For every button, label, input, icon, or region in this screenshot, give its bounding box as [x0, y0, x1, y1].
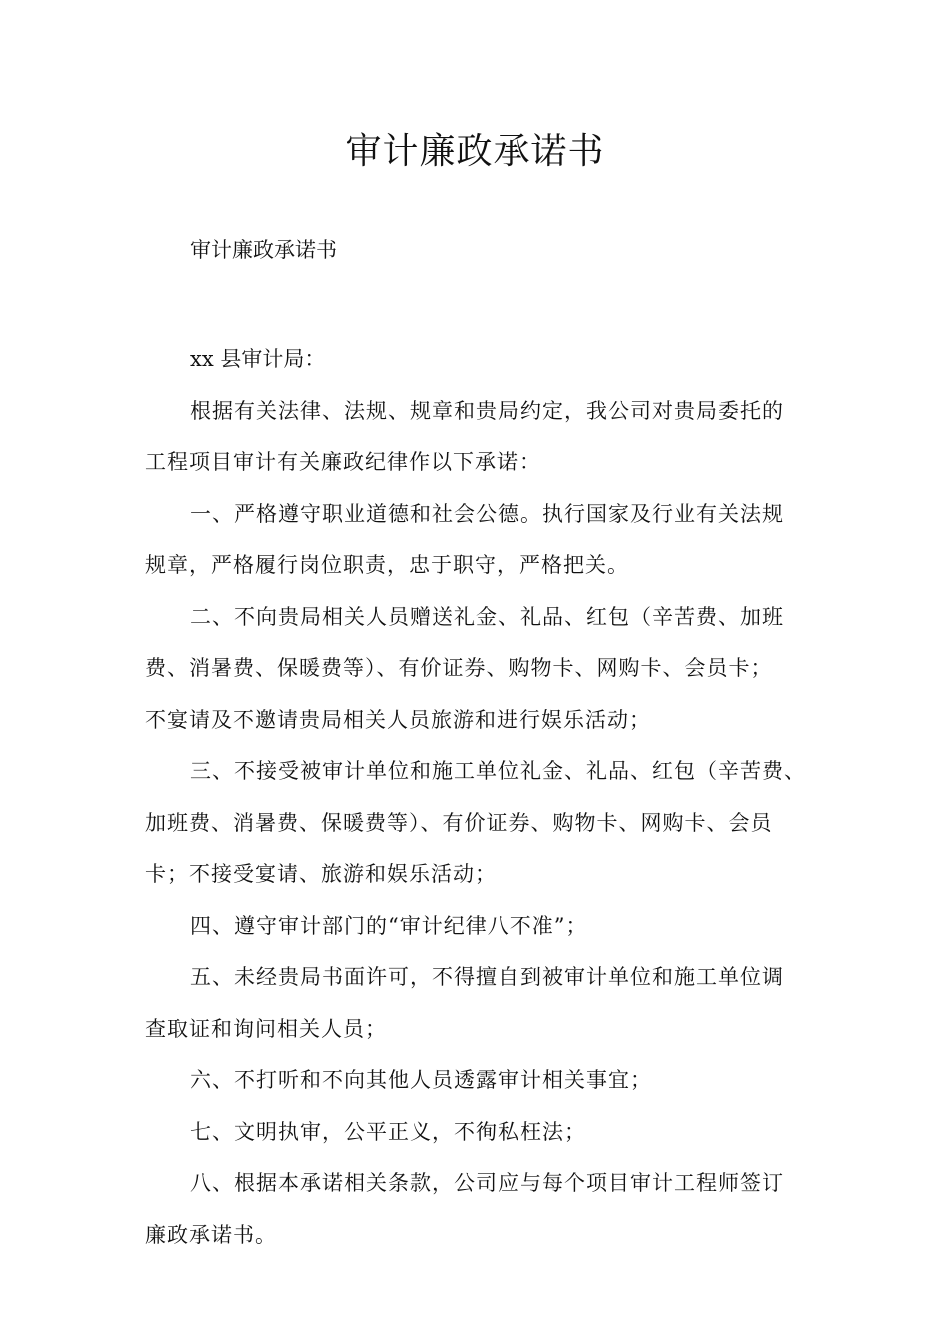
paragraph-line: 四、遵守审计部门的“审计纪律八不准”； — [190, 913, 588, 938]
paragraph-line: 五、未经贵局书面许可，不得擅自到被审计单位和施工单位调 — [190, 965, 784, 989]
paragraph-line: 廉政承诺书。 — [145, 1222, 277, 1247]
paragraph — [145, 1158, 835, 1261]
paragraph-line: 费、消暑费、保暖费等）、有价证券、购物卡、网购卡、会员卡； — [145, 656, 773, 680]
paragraph-line: 根据有关法律、法规、规章和贵局约定，我公司对贵局委托的 — [190, 398, 784, 423]
paragraph-line: 六、不打听和不向其他人员透露审计相关事宜； — [190, 1068, 652, 1092]
paragraph-line: 规章，严格履行岗位职责，忠于职守，严格把关。 — [145, 553, 629, 577]
paragraph — [145, 952, 835, 1055]
paragraph — [145, 489, 835, 592]
page-title: 审计廉政承诺书 — [345, 131, 605, 172]
paragraph — [145, 746, 835, 901]
paragraph-line: 二、不向贵局相关人员赠送礼金、礼品、红包（辛苦费、加班 — [190, 604, 784, 629]
paragraph-line: 卡；不接受宴请、旅游和娱乐活动； — [145, 862, 497, 886]
paragraph — [145, 592, 835, 747]
paragraph — [145, 386, 835, 489]
paragraph-line: 八、根据本承诺相关条款，公司应与每个项目审计工程师签订 — [190, 1171, 784, 1195]
paragraph-line: 查取证和询问相关人员； — [145, 1016, 387, 1041]
paragraph-line: 三、不接受被审计单位和施工单位礼金、礼品、红包（辛苦费、 — [190, 759, 806, 783]
paragraph-line: 不宴请及不邀请贵局相关人员旅游和进行娱乐活动； — [145, 707, 651, 732]
paragraph-line: 工程项目审计有关廉政纪律作以下承诺： — [145, 450, 541, 474]
paragraph-line: 加班费、消暑费、保暖费等）、有价证券、购物卡、网购卡、会员 — [145, 810, 773, 835]
paragraph-line: 七、文明执审，公平正义，不徇私枉法； — [190, 1119, 586, 1144]
paragraph — [145, 1055, 835, 1107]
paragraph — [145, 1107, 835, 1159]
paragraph — [145, 901, 835, 953]
document-subtitle: 审计廉政承诺书 — [190, 238, 337, 262]
salutation: xx 县审计局： — [190, 347, 326, 371]
document-body — [145, 334, 835, 1261]
paragraph-line: 一、严格遵守职业道德和社会公德。执行国家及行业有关法规 — [190, 501, 784, 526]
paragraph-list — [145, 386, 835, 1262]
